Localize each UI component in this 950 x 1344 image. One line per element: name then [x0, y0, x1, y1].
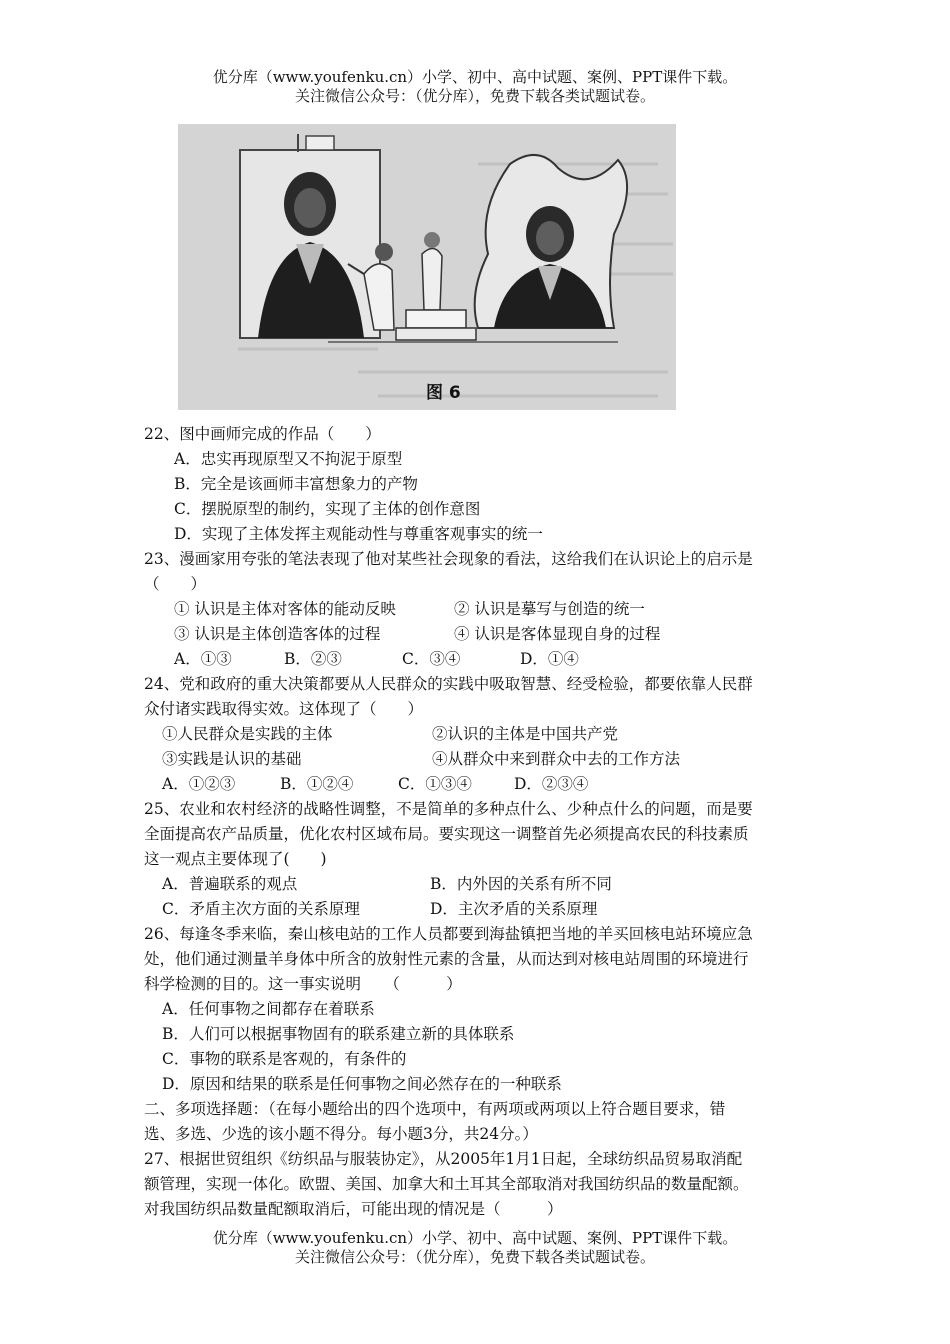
header-line-2: 关注微信公众号：（优分库），免费下载各类试题试卷。 — [294, 87, 655, 105]
q23-item-1: ① 认识是主体对客体的能动反映 — [174, 600, 396, 618]
q25-stem: 25、农业和农村经济的战略性调整，不是简单的多种点什么、少种点什么的问题，而是要 — [144, 800, 753, 818]
q22-option-a: A．忠实再现原型又不拘泥于原型 — [174, 450, 403, 468]
q26-stem: 26、每逢冬季来临，秦山核电站的工作人员都要到海盐镇把当地的羊买回核电站环境应急 — [144, 925, 753, 943]
q23-items-row-2 — [144, 622, 814, 647]
q23-option-c: C．③④ — [402, 650, 461, 668]
q26-option-d: D．原因和结果的联系是任何事物之间必然存在的一种联系 — [162, 1075, 562, 1093]
q23-items-row-1 — [144, 597, 814, 622]
q27-stem-2: 额管理，实现一体化。欧盟、美国、加拿大和土耳其全部取消对我国纺织品的数量配额。 — [144, 1175, 749, 1193]
cartoon-illustration-icon — [178, 124, 676, 410]
q22-option-d: D．实现了主体发挥主观能动性与尊重客观事实的统一 — [174, 525, 543, 543]
q23-item-3: ③ 认识是主体创造客体的过程 — [174, 625, 381, 643]
section-2-heading-line-1: 二、多项选择题：（在每小题给出的四个选项中，有两项或两项以上符合题目要求，错 — [144, 1100, 726, 1118]
q24-option-d: D．②③④ — [514, 775, 589, 793]
q25-option-b: B．内外因的关系有所不同 — [430, 875, 612, 893]
q24-options — [144, 772, 814, 797]
section-2-heading-line-2: 选、多选、少选的该小题不得分。每小题3分，共24分。） — [144, 1125, 538, 1143]
q24-stem: 24、党和政府的重大决策都要从人民群众的实践中吸取智慧、经受检验，都要依靠人民群 — [144, 675, 753, 693]
q23-option-d: D．①④ — [520, 650, 579, 668]
q23-option-a: A．①③ — [174, 650, 232, 668]
q24-item-2: ②认识的主体是中国共产党 — [432, 725, 619, 743]
q22-stem: 22、图中画师完成的作品（ ） — [144, 425, 381, 443]
exam-content — [144, 422, 814, 1222]
q22-option-c: C．摆脱原型的制约，实现了主体的创作意图 — [174, 500, 481, 518]
q24-stem-2: 众付诸实践取得实效。这体现了（ ） — [144, 700, 424, 718]
q23-option-b: B．②③ — [284, 650, 342, 668]
cartoon-figure — [178, 124, 676, 410]
q26-stem-3: 科学检测的目的。这一事实说明 （ ） — [144, 975, 462, 993]
q23-item-4: ④ 认识是客体显现自身的过程 — [454, 625, 661, 643]
q23-stem: 23、漫画家用夸张的笔法表现了他对某些社会现象的看法，这给我们在认识论上的启示是 — [144, 550, 753, 568]
q25-stem-2: 全面提高农产品质量，优化农村区域布局。要实现这一调整首先必须提高农民的科技素质 — [144, 825, 749, 843]
q25-option-d: D．主次矛盾的关系原理 — [430, 900, 598, 918]
q24-option-c: C．①③④ — [398, 775, 472, 793]
header-line-1: 优分库（www.youfenku.cn）小学、初中、高中试题、案例、PPT课件下载。 — [212, 68, 738, 86]
page-footer — [0, 1229, 950, 1267]
q26-option-c: C．事物的联系是客观的，有条件的 — [162, 1050, 407, 1068]
q26-stem-2: 处，他们通过测量羊身体中所含的放射性元素的含量，从而达到对核电站周围的环境进行 — [144, 950, 749, 968]
q24-item-3: ③实践是认识的基础 — [162, 750, 302, 768]
q24-items-row-1 — [144, 722, 814, 747]
q24-item-4: ④从群众中来到群众中去的工作方法 — [432, 750, 681, 768]
q22-option-b: B．完全是该画师丰富想象力的产物 — [174, 475, 418, 493]
figure-caption: 图 6 — [426, 383, 461, 403]
q23-stem-2: （ ） — [144, 575, 207, 593]
q23-item-2: ② 认识是摹写与创造的统一 — [454, 600, 645, 618]
footer-line-1: 优分库（www.youfenku.cn）小学、初中、高中试题、案例、PPT课件下载。 — [212, 1229, 738, 1247]
q26-option-b: B．人们可以根据事物固有的联系建立新的具体联系 — [162, 1025, 515, 1043]
footer-line-2: 关注微信公众号：（优分库），免费下载各类试题试卷。 — [294, 1248, 655, 1266]
q24-option-a: A．①②③ — [162, 775, 236, 793]
q23-options — [144, 647, 814, 672]
q24-items-row-2 — [144, 747, 814, 772]
page-header — [0, 68, 950, 106]
q25-options-row-1 — [144, 872, 814, 897]
q27-stem: 27、根据世贸组织《纺织品与服装协定》，从2005年1月1日起，全球纺织品贸易取消配 — [144, 1150, 743, 1168]
q24-option-b: B．①②④ — [280, 775, 354, 793]
q26-option-a: A．任何事物之间都存在着联系 — [162, 1000, 375, 1018]
q27-stem-3: 对我国纺织品数量配额取消后，可能出现的情况是（ ） — [144, 1200, 563, 1218]
q24-item-1: ①人民群众是实践的主体 — [162, 725, 333, 743]
q25-options-row-2 — [144, 897, 814, 922]
q25-option-c: C．矛盾主次方面的关系原理 — [162, 900, 360, 918]
q25-option-a: A．普遍联系的观点 — [162, 875, 298, 893]
q25-stem-3: 这一观点主要体现了( ) — [144, 850, 327, 868]
